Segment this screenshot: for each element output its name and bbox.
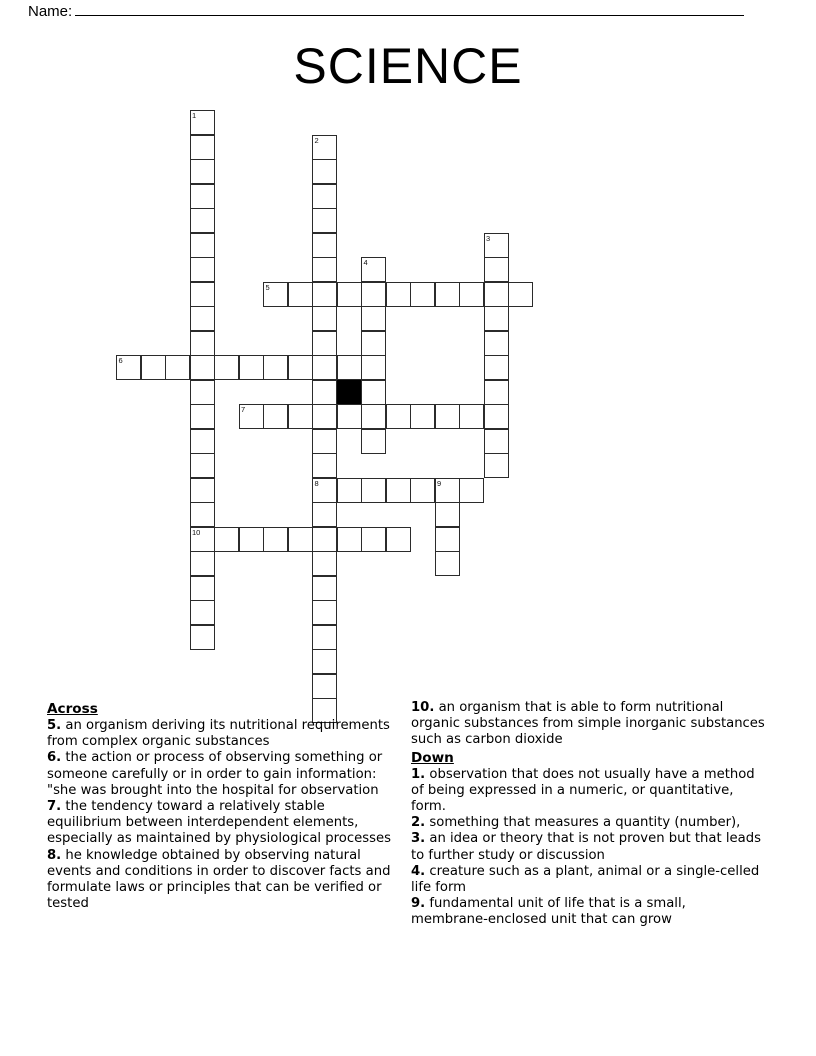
- grid-cell[interactable]: [263, 527, 288, 552]
- grid-cell[interactable]: [312, 576, 337, 601]
- page-title: SCIENCE: [293, 38, 523, 94]
- clue-across-7: 7. the tendency toward a relatively stable equilibrium between interdependent elements, especially as maintained by physiological processes: [47, 799, 391, 847]
- grid-cell[interactable]: [361, 527, 386, 552]
- grid-cell[interactable]: [386, 527, 411, 552]
- grid-cell[interactable]: [484, 257, 509, 282]
- grid-cell[interactable]: [435, 502, 460, 527]
- grid-cell[interactable]: [190, 404, 215, 429]
- clue-across-6: 6. the action or process of observing something or someone carefully or in order to gain information: "she was brought into the hospital for observation: [47, 750, 383, 798]
- grid-cell[interactable]: [484, 355, 509, 380]
- down-heading: Down: [411, 749, 454, 766]
- grid-cell[interactable]: [190, 208, 215, 233]
- grid-cell[interactable]: [312, 135, 337, 160]
- grid-cell[interactable]: [312, 331, 337, 356]
- grid-cell[interactable]: [190, 551, 215, 576]
- grid-cell[interactable]: [312, 429, 337, 454]
- grid-cell-number: 4: [363, 258, 368, 267]
- grid-cell[interactable]: [239, 355, 264, 380]
- grid-cell[interactable]: [263, 355, 288, 380]
- grid-cell[interactable]: [312, 208, 337, 233]
- grid-cell[interactable]: [312, 282, 337, 307]
- clue-down-3: 3. an idea or theory that is not proven but that leads to further study or discussion: [411, 831, 761, 863]
- grid-cell[interactable]: [312, 380, 337, 405]
- grid-cell[interactable]: [484, 233, 509, 258]
- grid-cell[interactable]: [288, 282, 313, 307]
- grid-cell[interactable]: [190, 306, 215, 331]
- clue-down-9: 9. fundamental unit of life that is a small, membrane-enclosed unit that can grow: [411, 896, 686, 928]
- grid-cell[interactable]: [361, 306, 386, 331]
- grid-cell[interactable]: [190, 478, 215, 503]
- grid-cell[interactable]: [312, 159, 337, 184]
- name-blank-line[interactable]: [75, 2, 744, 16]
- grid-cell[interactable]: [459, 404, 484, 429]
- grid-cell[interactable]: [312, 306, 337, 331]
- name-label: Name:: [28, 3, 73, 20]
- clue-number: 8.: [47, 847, 62, 863]
- grid-cell[interactable]: [190, 429, 215, 454]
- clue-down-1: 1. observation that does not usually have a method of being expressed in a numeric, or quantitative, form.: [411, 766, 755, 815]
- clue-number: 6.: [47, 750, 62, 766]
- grid-cell[interactable]: [361, 331, 386, 356]
- grid-cell[interactable]: [239, 527, 264, 552]
- grid-cell[interactable]: [459, 282, 484, 307]
- grid-cell[interactable]: [263, 282, 288, 307]
- grid-cell[interactable]: [190, 380, 215, 405]
- grid-cell[interactable]: [288, 404, 313, 429]
- grid-cell-number: 3: [486, 233, 491, 243]
- grid-cell[interactable]: [116, 355, 141, 380]
- grid-cell[interactable]: [435, 478, 460, 503]
- grid-cell[interactable]: [312, 600, 337, 625]
- across-heading: Across: [47, 701, 98, 717]
- grid-cell[interactable]: [312, 233, 337, 258]
- grid-cell[interactable]: [214, 527, 239, 552]
- grid-cell[interactable]: [190, 502, 215, 527]
- grid-cell[interactable]: [410, 282, 435, 307]
- grid-cell[interactable]: [484, 306, 509, 331]
- clues-column-left: [47, 700, 402, 912]
- clue-number: 5.: [47, 718, 62, 733]
- clue-number: 1.: [411, 766, 426, 782]
- grid-cell[interactable]: [410, 478, 435, 503]
- grid-cell[interactable]: [190, 625, 215, 650]
- grid-cell[interactable]: [361, 478, 386, 503]
- grid-cell[interactable]: [361, 257, 386, 282]
- grid-cell[interactable]: [312, 502, 337, 527]
- clue-number: 9.: [411, 896, 426, 912]
- grid-cell[interactable]: [288, 527, 313, 552]
- grid-cell[interactable]: [386, 478, 411, 503]
- clues-region: [0, 700, 816, 980]
- grid-cell[interactable]: [484, 404, 509, 429]
- clue-across-10: 10. an organism that is able to form nutritional organic substances from simple inorganic substances such as carbon dioxide: [411, 700, 765, 748]
- grid-cell[interactable]: [484, 380, 509, 405]
- grid-cell[interactable]: [337, 478, 362, 503]
- clue-number: 2.: [411, 815, 426, 831]
- grid-cell[interactable]: [386, 282, 411, 307]
- grid-cell[interactable]: [435, 551, 460, 576]
- grid-cell[interactable]: [361, 355, 386, 380]
- grid-cell-number: 5: [265, 282, 270, 292]
- clue-number: 10.: [411, 700, 435, 715]
- grid-cell[interactable]: [190, 110, 215, 135]
- grid-cell[interactable]: [165, 355, 190, 380]
- grid-cell[interactable]: [484, 331, 509, 356]
- grid-cell[interactable]: [435, 404, 460, 429]
- grid-cell[interactable]: [435, 282, 460, 307]
- grid-cell[interactable]: [190, 355, 215, 380]
- grid-cell[interactable]: [459, 478, 484, 503]
- grid-cell[interactable]: [410, 404, 435, 429]
- clue-across-5: 5. an organism deriving its nutritional requirements from complex organic substances: [47, 718, 390, 750]
- grid-cell[interactable]: [190, 600, 215, 625]
- grid-cell[interactable]: [288, 355, 313, 380]
- name-row: [28, 2, 744, 20]
- grid-cell[interactable]: [190, 159, 215, 184]
- clue-number: 7.: [47, 799, 62, 815]
- grid-cell[interactable]: [312, 184, 337, 209]
- grid-cell[interactable]: [361, 282, 386, 307]
- grid-cell[interactable]: [190, 233, 215, 258]
- grid-cell[interactable]: [190, 282, 215, 307]
- grid-cell[interactable]: [312, 404, 337, 429]
- grid-cell-number: 1: [192, 111, 197, 120]
- grid-cell[interactable]: [386, 404, 411, 429]
- grid-cell-number: 7: [241, 405, 246, 414]
- grid-cell[interactable]: [190, 576, 215, 601]
- grid-cell[interactable]: [312, 527, 337, 552]
- grid-cell[interactable]: [312, 355, 337, 380]
- grid-cell[interactable]: [312, 674, 337, 699]
- grid-cell[interactable]: [141, 355, 166, 380]
- clues-column-right: [411, 700, 766, 929]
- clue-down-4: 4. creature such as a plant, animal or a single-celled life form: [411, 863, 760, 896]
- grid-cell[interactable]: [312, 625, 337, 650]
- grid-cell-number: 10: [192, 527, 201, 537]
- grid-cell[interactable]: [263, 404, 288, 429]
- grid-cell-number: 9: [437, 478, 442, 488]
- clue-number: 4.: [411, 863, 426, 879]
- grid-cell[interactable]: [484, 429, 509, 454]
- grid-cell[interactable]: [484, 282, 509, 307]
- grid-cell[interactable]: [239, 404, 264, 429]
- grid-cell[interactable]: [190, 527, 215, 552]
- grid-cell[interactable]: [190, 257, 215, 282]
- grid-cell[interactable]: [435, 527, 460, 552]
- clue-across-8: 8. he knowledge obtained by observing natural events and conditions in order to discover facts and formulate laws or principles that can be verified or tested: [47, 847, 391, 912]
- grid-cell-number: 6: [118, 356, 123, 365]
- grid-cell[interactable]: [337, 282, 362, 307]
- grid-cell[interactable]: [337, 404, 362, 429]
- grid-cell[interactable]: [337, 355, 362, 380]
- clue-number: 3.: [411, 831, 426, 847]
- grid-cell[interactable]: [312, 453, 337, 478]
- grid-cell[interactable]: [312, 649, 337, 674]
- grid-cell[interactable]: [312, 478, 337, 503]
- grid-cell[interactable]: [337, 527, 362, 552]
- clue-down-2: 2. something that measures a quantity (number),: [411, 815, 741, 831]
- grid-cell[interactable]: [190, 331, 215, 356]
- grid-cell[interactable]: [190, 184, 215, 209]
- grid-cell[interactable]: [484, 453, 509, 478]
- grid-cell[interactable]: [508, 282, 533, 307]
- grid-cell[interactable]: [214, 355, 239, 380]
- grid-cell[interactable]: [361, 380, 386, 405]
- grid-cell[interactable]: [361, 429, 386, 454]
- grid-cell[interactable]: [361, 404, 386, 429]
- grid-block-cell: [337, 380, 362, 405]
- grid-cell[interactable]: [190, 453, 215, 478]
- grid-cell-number: 8: [314, 478, 319, 488]
- grid-cell[interactable]: [312, 257, 337, 282]
- grid-cell[interactable]: [190, 135, 215, 160]
- grid-cell-number: 2: [314, 135, 319, 145]
- grid-cell[interactable]: [312, 551, 337, 576]
